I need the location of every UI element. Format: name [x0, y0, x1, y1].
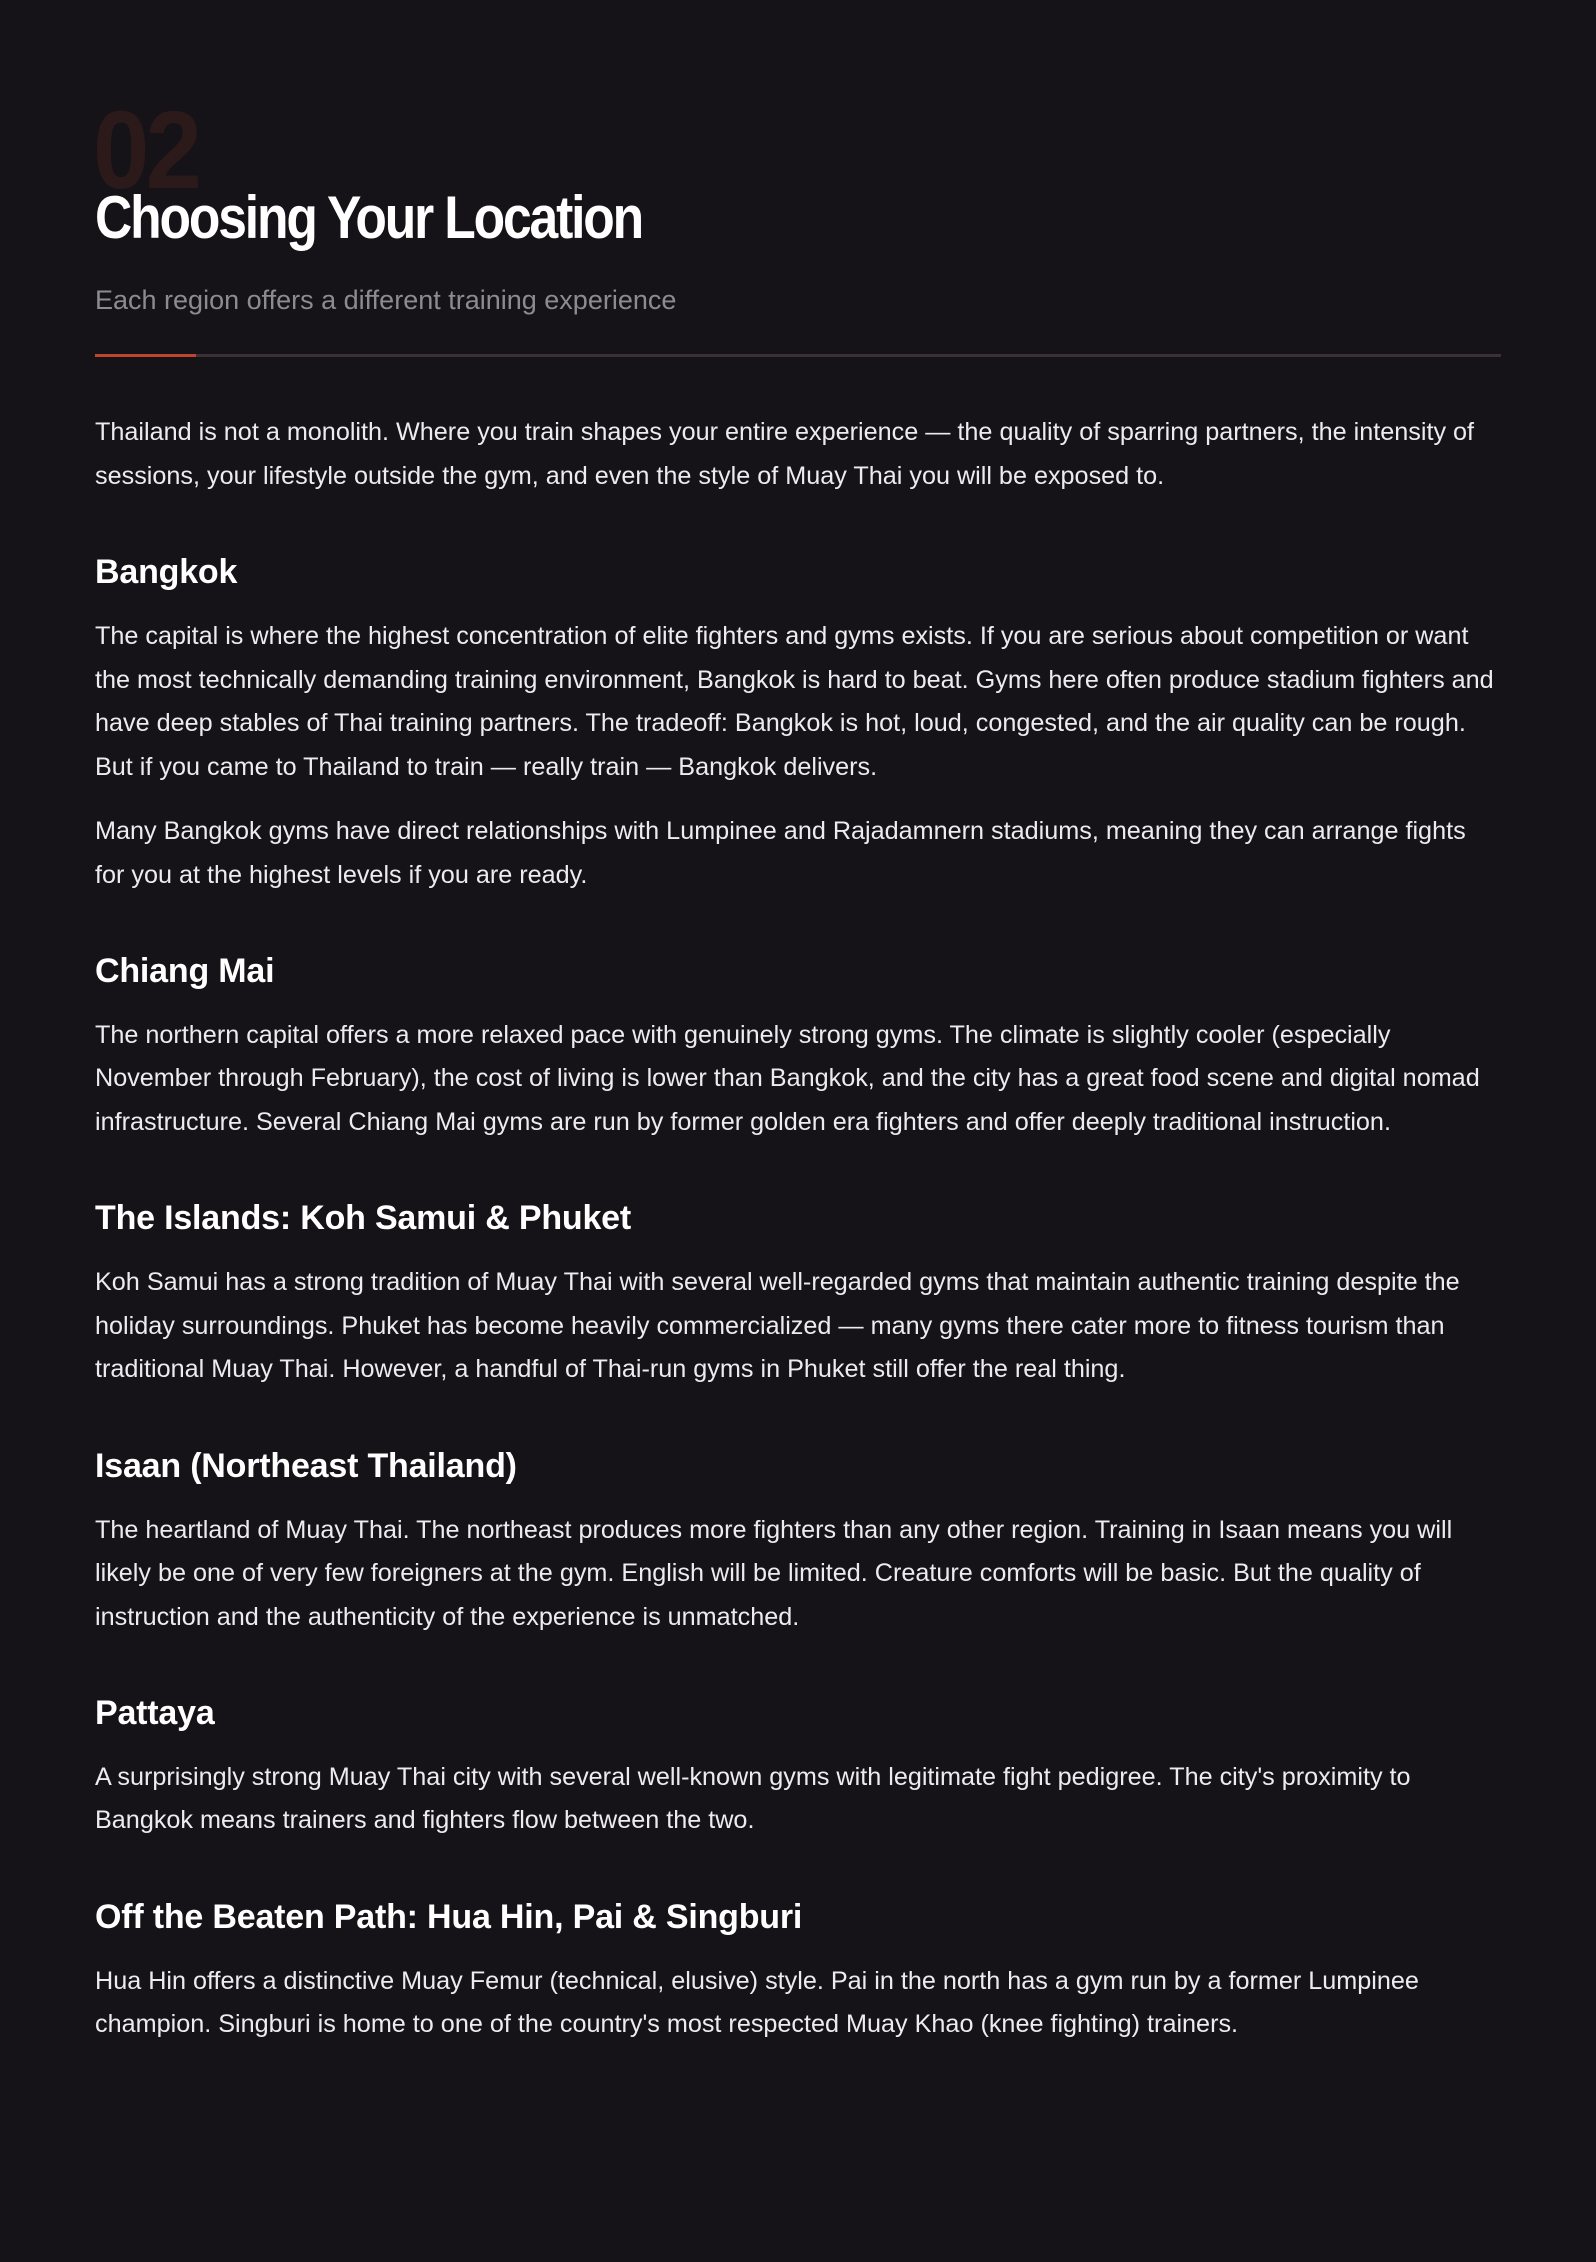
intro-paragraph: Thailand is not a monolith. Where you train shapes your entire experience — the quality of sparring partners, the intensity of sessions, your lifestyle outside the gym, and even the style of Muay Thai you will be exposed to.	[95, 418, 1475, 490]
section-paragraph: Hua Hin offers a distinctive Muay Femur (technical, elusive) style. Pai in the north has a gym run by a former Lumpinee champion. Singburi is home to one of the country's most respected Muay Khao (knee fighting) trainers.	[95, 1966, 1419, 2039]
divider	[95, 354, 1501, 357]
section-heading: Isaan (Northeast Thailand)	[95, 1446, 517, 1485]
chapter-number: 02	[93, 89, 199, 212]
page-title: Choosing Your Location	[95, 184, 643, 251]
section-paragraph: A surprisingly strong Muay Thai city with several well-known gyms with legitimate fight pedigree. The city's proximity to Bangkok means trainers and fighters flow between the two.	[95, 1762, 1411, 1835]
section-heading: Chiang Mai	[95, 952, 275, 991]
section-paragraph: Many Bangkok gyms have direct relationships with Lumpinee and Rajadamnern stadiums, meaning they can arrange fights for you at the highest levels if you are ready.	[95, 817, 1466, 889]
section-paragraph: Koh Samui has a strong tradition of Muay Thai with several well-regarded gyms that maintain authentic training despite the holiday surroundings. Phuket has become heavily commercialized — many gyms there cater more to fitness tourism than traditional Muay Thai. However, a handful of Thai-run gyms in Phuket still offer the real thing.	[95, 1268, 1460, 1384]
section-isaan	[95, 1446, 1501, 1639]
section-heading: Bangkok	[95, 553, 238, 592]
divider-accent	[95, 354, 196, 357]
section-off-beaten-path	[95, 1897, 1501, 2047]
section-paragraph: The northern capital offers a more relaxed pace with genuinely strong gyms. The climate is slightly cooler (especially November through February), the cost of living is lower than Bangkok, and the city has a great food scene and digital nomad infrastructure. Several Chiang Mai gyms are run by former golden era fighters and offer deeply traditional instruction.	[95, 1020, 1480, 1136]
section-paragraph: The heartland of Muay Thai. The northeast produces more fighters than any other region. Training in Isaan means you will likely be one of very few foreigners at the gym. English will be limited. Creature comforts will be basic. But the quality of instruction and the authenticity of the experience is unmatched.	[95, 1515, 1453, 1631]
section-islands	[95, 1198, 1501, 1391]
section-heading: Off the Beaten Path: Hua Hin, Pai & Singburi	[95, 1897, 803, 1936]
page-subtitle: Each region offers a different training experience	[95, 285, 677, 315]
section-heading: The Islands: Koh Samui & Phuket	[95, 1199, 631, 1238]
section-bangkok	[95, 552, 1501, 897]
section-chiang-mai	[95, 951, 1501, 1144]
section-pattaya	[95, 1693, 1501, 1843]
section-paragraph: The capital is where the highest concentration of elite fighters and gyms exists. If you are serious about competition or want the most technically demanding training environment, Bangkok is hard to beat. Gyms here often produce stadium fighters and have deep stables of Thai training partners. The tradeoff: Bangkok is hot, loud, congested, and the air quality can be rough. But if you came to Thailand to train — really train — Bangkok delivers.	[95, 622, 1494, 781]
section-heading: Pattaya	[95, 1694, 215, 1733]
